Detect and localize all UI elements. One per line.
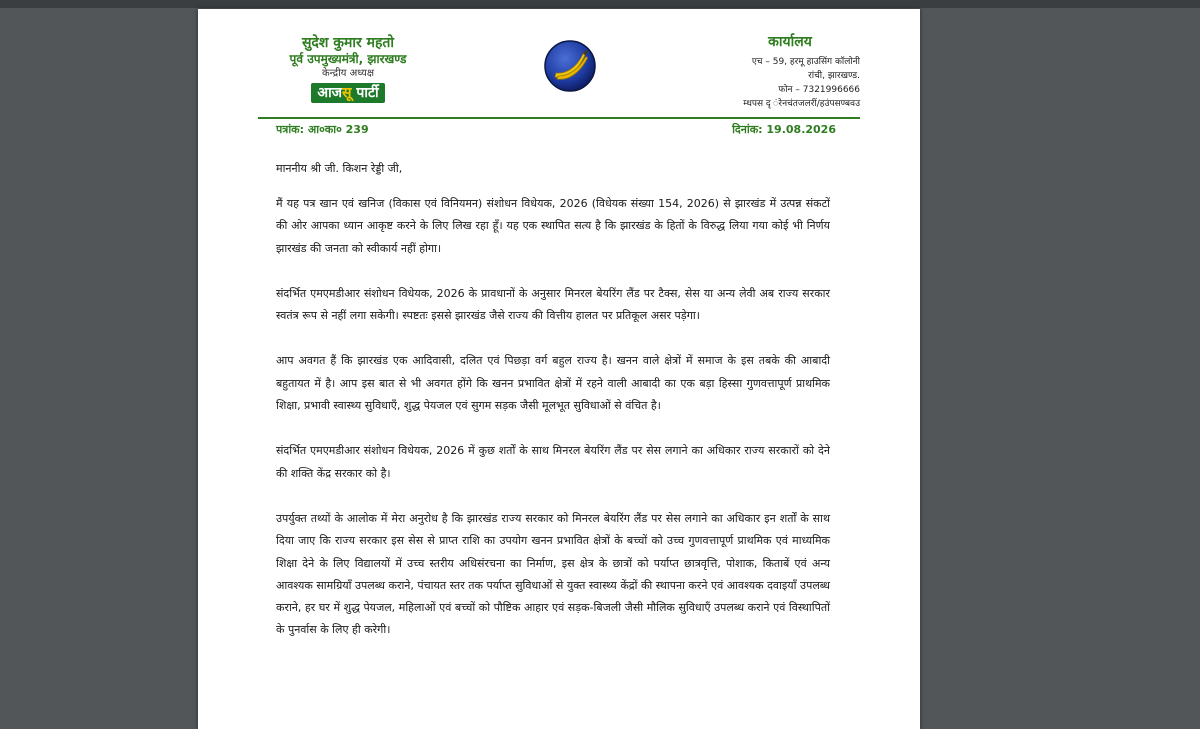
paragraph-5: उपर्युक्त तथ्यों के आलोक में मेरा अनुरोध है कि झारखंड राज्य सरकार को मिनरल बेयरिंग लैंड पर सेस लगाने का अधिकार इन शर्तों के साथ दिया जाए कि राज्य सरकार इस सेस से प्राप्त राशि का उपयोग खनन प्रभावित क्षेत्रों के बच्चों को उच्च गुणवत्तापूर्ण प्राथमिक एवं माध्यमिक शिक्षा देने के लिए विद्यालयों में उच्च स्तरीय अधिसंरचना का निर्माण, इस क्षेत्र के छात्रों को पर्याप्त छात्रवृत्ति, पोशाक, किताबें एवं अन्य आवश्यक सामग्रियाँ उपलब्ध कराने, पंचायत स्तर तक पर्याप्त सुविधाओं से युक्त स्वास्थ्य केंद्रों की स्थापना करने एवं आवश्यक दवाइयाँ उपलब्ध कराने, हर घर में शुद्ध पेयजल, महिलाओं एवं बच्चों को पौष्टिक आहार एवं सड़क-बिजली जैसी मौलिक सुविधाएँ उपलब्ध कराने एवं विस्थापितों के पुनर्वास के लिए ही करेगी। [276, 511, 830, 637]
paragraph-1: मैं यह पत्र खान एवं खनिज (विकास एवं विनियमन) संशोधन विधेयक, 2026 (विधेयक संख्या 154, 2026) से झारखंड में उत्पन्न संकटों की ओर आपका ध्यान आकृष्ट करने के लिए लिख रहा हूँ। यह एक स्थापित सत्य है कि झारखंड के हितों के विरुद्ध लिया गया कोई भी निर्णय झारखंड की जनता को स्वीकार्य नहीं होगा। [276, 197, 830, 255]
address-line-2: रांची, झारखण्ड. [808, 71, 860, 81]
document-page [198, 9, 920, 729]
office-phone: फोन – 7321996666 [778, 85, 860, 95]
salutation: माननीय श्री जी. किशन रेड्डी जी, [276, 162, 403, 175]
office-address [680, 55, 860, 111]
sender-sub-designation: केन्द्रीय अध्यक्ष [321, 68, 375, 79]
viewer-toolbar [0, 0, 1200, 8]
paragraph-4: संदर्भित एमएमडीआर संशोधन विधेयक, 2026 में कुछ शर्तों के साथ मिनरल बेयरिंग लैंड पर सेस लगाने का अधिकार राज्य सरकारों को देने की शक्ति केंद्र सरकार को है। [276, 444, 830, 480]
party-logo-suffix: पार्टी [351, 85, 379, 101]
letterhead-divider [258, 117, 860, 119]
sender-name: सुदेश कुमार महतो [301, 35, 395, 51]
letter-date: दिनांक: 19.08.2026 [732, 123, 836, 136]
office-email: म्धपस दृ ंरेनचंतजलरीं/हउंपसण्बवउ [743, 99, 860, 109]
letterhead-right [680, 33, 860, 111]
party-logo-highlight: सू [342, 85, 352, 101]
party-logo [311, 83, 384, 103]
letter-body [276, 159, 830, 665]
reference-number: पत्रांक: आ०का० 239 [276, 123, 369, 136]
paragraph-3: आप अवगत हैं कि झारखंड एक आदिवासी, दलित एवं पिछड़ा वर्ग बहुल राज्य है। खनन वाले क्षेत्रों में समाज के इस तबके की आबादी बहुतायत में है। आप इस बात से भी अवगत होंगे कि खनन प्रभावित क्षेत्रों में रहने वाली आबादी का एक बड़ा हिस्सा गुणवत्तापूर्ण प्राथमिक शिक्षा, प्रभावी स्वास्थ्य सुविधाएँ, शुद्ध पेयजल एवं सुगम सड़क जैसी मूलभूत सुविधाओं से वंचित है। [276, 354, 830, 413]
letterhead-left [258, 35, 438, 103]
address-line-1: एच – 59, हरमू हाउसिंग कॉलोनी [751, 57, 860, 67]
sender-designation: पूर्व उपमुख्यमंत्री, झारखण्ड [289, 52, 407, 66]
party-logo-prefix: आज [317, 85, 343, 101]
banana-emblem-icon [543, 39, 597, 93]
reference-line [258, 122, 836, 138]
office-title: कार्यालय [768, 34, 812, 50]
paragraph-2: संदर्भित एमएमडीआर संशोधन विधेयक, 2026 के प्रावधानों के अनुसार मिनरल बेयरिंग लैंड पर टैक्स, सेस या अन्य लेवी अब राज्य सरकार स्वतंत्र रूप से नहीं लगा सकेगी। स्पष्टतः इससे झारखंड जैसे राज्य की वित्तीय हालत पर प्रतिकूल असर पड़ेगा। [276, 286, 830, 323]
